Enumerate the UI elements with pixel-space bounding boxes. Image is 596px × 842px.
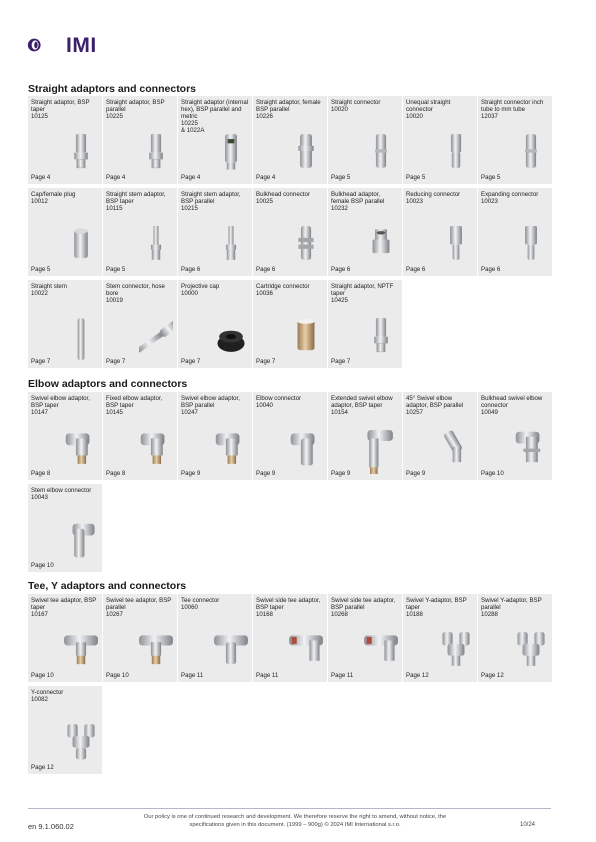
product-code: 10167 <box>31 611 48 618</box>
tee-adaptor-icon <box>64 632 98 676</box>
product-name: Y-connector <box>31 689 64 696</box>
product-code: 10268 <box>331 611 348 618</box>
product-name: Straight adaptor, BSP taper <box>31 99 90 113</box>
section-title-tee: Tee, Y adaptors and connectors <box>28 580 187 592</box>
page-reference[interactable]: Page 6 <box>406 266 426 273</box>
side-tee-icon <box>364 632 398 676</box>
reducing-connector-icon <box>514 226 548 270</box>
page-reference[interactable]: Page 10 <box>481 470 504 477</box>
elbow-adaptor-icon <box>139 430 173 474</box>
product-name: Stem elbow connector <box>31 487 92 494</box>
y-connector-icon <box>64 724 98 768</box>
page-reference[interactable]: Page 7 <box>181 358 201 365</box>
product-code: 10257 <box>406 409 423 416</box>
product-name: Unequal straight connector <box>406 99 451 113</box>
page-reference[interactable]: Page 4 <box>106 174 126 181</box>
product-card[interactable] <box>28 392 102 480</box>
product-card[interactable] <box>28 484 102 572</box>
product-card[interactable] <box>28 188 102 276</box>
reducing-connector-icon <box>439 226 473 270</box>
product-code: 10036 <box>256 290 273 297</box>
product-card[interactable] <box>328 188 402 276</box>
elbow-adaptor-icon <box>64 430 98 474</box>
page-reference[interactable]: Page 10 <box>106 672 129 679</box>
product-code: 10125 <box>31 113 48 120</box>
product-code: 10000 <box>181 290 198 297</box>
product-name: Stem connector, hose bore <box>106 283 165 297</box>
product-card[interactable] <box>403 96 477 184</box>
bulkhead-adaptor-icon <box>364 226 398 270</box>
page-reference[interactable]: Page 4 <box>31 174 51 181</box>
product-name: Reducing connector <box>406 191 461 198</box>
product-name: Cap/female plug <box>31 191 76 198</box>
internal-hex-adaptor-icon <box>214 134 248 178</box>
page-reference[interactable]: Page 4 <box>181 174 201 181</box>
product-name: 45° Swivel elbow adaptor, BSP parallel <box>406 395 464 409</box>
document-code: en 9.1.060.02 <box>28 822 74 831</box>
page-reference[interactable]: Page 6 <box>181 266 201 273</box>
product-card[interactable] <box>403 594 477 682</box>
product-name: Swivel elbow adaptor, BSP parallel <box>181 395 240 409</box>
product-card[interactable] <box>478 594 552 682</box>
product-code: 10020 <box>331 106 348 113</box>
product-card[interactable] <box>178 280 252 368</box>
product-code: 10060 <box>181 604 198 611</box>
page-reference[interactable]: Page 11 <box>331 672 354 679</box>
straight-adaptor-icon <box>364 318 398 362</box>
straight-adaptor-icon <box>139 134 173 178</box>
product-card[interactable] <box>253 188 327 276</box>
product-code: 12037 <box>481 113 498 120</box>
page-reference[interactable]: Page 8 <box>106 470 126 477</box>
product-card[interactable] <box>253 594 327 682</box>
product-card[interactable] <box>178 392 252 480</box>
product-card[interactable] <box>478 96 552 184</box>
product-card[interactable] <box>478 392 552 480</box>
section-title-elbow: Elbow adaptors and connectors <box>28 378 188 390</box>
straight-stem-icon <box>64 318 98 362</box>
product-name: Swivel Y-adaptor, BSP taper <box>406 597 467 611</box>
product-name: Straight adaptor, BSP parallel <box>106 99 165 113</box>
product-code: 10425 <box>331 297 348 304</box>
page-reference[interactable]: Page 4 <box>256 174 276 181</box>
bulkhead-connector-icon <box>289 226 323 270</box>
product-name: Swivel side tee adaptor, BSP parallel <box>331 597 396 611</box>
product-code: 10023 <box>406 198 423 205</box>
product-code: 10025 <box>256 198 273 205</box>
elbow-adaptor-icon <box>214 430 248 474</box>
product-name: Bulkhead swivel elbow connector <box>481 395 543 409</box>
tee-adaptor-icon <box>139 632 173 676</box>
page-reference[interactable]: Page 5 <box>31 266 51 273</box>
page-reference[interactable]: Page 12 <box>31 764 54 771</box>
product-code: 10022 <box>31 290 48 297</box>
unequal-connector-icon <box>439 134 473 178</box>
page-reference[interactable]: Page 11 <box>181 672 204 679</box>
page-reference[interactable]: Page 6 <box>481 266 501 273</box>
page-reference[interactable]: Page 5 <box>406 174 426 181</box>
product-code: 10225 <box>106 113 123 120</box>
product-card[interactable] <box>28 686 102 774</box>
elbow-connector-icon <box>289 430 323 474</box>
product-name: Elbow connector <box>256 395 302 402</box>
footer-date: 10/24 <box>520 822 536 828</box>
page-reference[interactable]: Page 5 <box>106 266 126 273</box>
product-name: Swivel elbow adaptor, BSP taper <box>31 395 90 409</box>
y-adaptor-icon <box>514 632 548 676</box>
product-name: Expanding connector <box>481 191 539 198</box>
y-adaptor-icon <box>439 632 473 676</box>
stem-adaptor-icon <box>214 226 248 270</box>
section-title-straight: Straight adaptors and connectors <box>28 83 197 95</box>
page-reference[interactable]: Page 7 <box>256 358 276 365</box>
page-reference[interactable]: Page 7 <box>31 358 51 365</box>
product-card[interactable] <box>28 96 102 184</box>
product-name: Straight connector inch tube to mm tube <box>481 99 544 113</box>
product-name: Swivel side tee adaptor, BSP taper <box>256 597 321 611</box>
product-code: 10023 <box>481 198 498 205</box>
product-card[interactable] <box>103 96 177 184</box>
product-code: 10040 <box>256 402 273 409</box>
stem-elbow-icon <box>64 522 98 566</box>
product-name: Bulkhead adaptor, female BSP parallel <box>331 191 385 205</box>
page-reference[interactable]: Page 5 <box>331 174 351 181</box>
hose-stem-icon <box>139 318 173 362</box>
cap-plug-icon <box>64 226 98 270</box>
cartridge-connector-icon <box>289 318 323 362</box>
product-name: Swivel tee adaptor, BSP parallel <box>106 597 172 611</box>
product-name: Straight stem adaptor, BSP parallel <box>181 191 241 205</box>
product-code: 10043 <box>31 494 48 501</box>
page-reference[interactable]: Page 9 <box>406 470 426 477</box>
product-card[interactable] <box>328 594 402 682</box>
product-code: 10115 <box>106 205 123 212</box>
product-name: Straight adaptor, NPTF taper <box>331 283 394 297</box>
product-code: 10082 <box>31 696 48 703</box>
straight-connector-icon <box>514 134 548 178</box>
product-name: Straight adaptor (internal hex), BSP parallel and metric <box>181 99 249 120</box>
page-reference[interactable]: Page 12 <box>406 672 429 679</box>
female-adaptor-icon <box>289 134 323 178</box>
product-card[interactable] <box>103 392 177 480</box>
product-name: Bulkhead connector <box>256 191 310 198</box>
product-code: 10226 <box>256 113 273 120</box>
product-name: Swivel Y-adaptor, BSP parallel <box>481 597 542 611</box>
page-reference[interactable]: Page 6 <box>331 266 351 273</box>
product-code: 10247 <box>181 409 198 416</box>
product-code: 10145 <box>106 409 123 416</box>
product-name: Straight adaptor, female BSP parallel <box>256 99 321 113</box>
page-reference[interactable]: Page 9 <box>256 470 276 477</box>
page-reference[interactable]: Page 7 <box>331 358 351 365</box>
extended-elbow-icon <box>364 430 398 474</box>
product-code: 10288 <box>481 611 498 618</box>
page-reference[interactable]: Page 7 <box>106 358 126 365</box>
product-card[interactable] <box>253 392 327 480</box>
product-name: Cartridge connector <box>256 283 310 290</box>
product-name: Swivel tee adaptor, BSP taper <box>31 597 97 611</box>
product-code: 10168 <box>256 611 273 618</box>
product-code: 10020 <box>406 113 423 120</box>
footer-divider <box>28 808 551 809</box>
page-reference[interactable]: Page 5 <box>481 174 501 181</box>
straight-connector-icon <box>364 134 398 178</box>
product-code: 10049 <box>481 409 498 416</box>
brand-name: IMI <box>66 34 97 57</box>
product-name: Straight stem <box>31 283 67 290</box>
product-code: 10267 <box>106 611 123 618</box>
product-code: 10019 <box>106 297 123 304</box>
bulkhead-elbow-icon <box>514 430 548 474</box>
product-name: Tee connector <box>181 597 220 604</box>
product-name: Straight connector <box>331 99 381 106</box>
elbow-45-icon <box>439 430 473 474</box>
product-card[interactable] <box>403 392 477 480</box>
imi-logo-icon <box>27 28 61 62</box>
product-card[interactable] <box>328 280 402 368</box>
product-card[interactable] <box>178 188 252 276</box>
page-reference[interactable]: Page 8 <box>31 470 51 477</box>
product-card[interactable] <box>178 594 252 682</box>
product-card[interactable] <box>328 392 402 480</box>
product-code: 10188 <box>406 611 423 618</box>
product-card[interactable] <box>103 188 177 276</box>
product-name: Extended swivel elbow adaptor, BSP taper 10154 <box>331 395 393 416</box>
page-reference[interactable]: Page 12 <box>481 672 504 679</box>
product-card[interactable] <box>328 96 402 184</box>
page-reference[interactable]: Page 9 <box>331 470 351 477</box>
page-reference[interactable]: Page 6 <box>256 266 276 273</box>
page-reference[interactable]: Page 10 <box>31 562 54 569</box>
product-card[interactable] <box>28 280 102 368</box>
product-code: 10147 <box>31 409 48 416</box>
tee-connector-icon <box>214 632 248 676</box>
page-reference[interactable]: Page 9 <box>181 470 201 477</box>
product-card[interactable] <box>253 96 327 184</box>
product-code: 10215 <box>181 205 198 212</box>
product-name: Straight stem adaptor, BSP taper <box>106 191 166 205</box>
straight-adaptor-icon <box>64 134 98 178</box>
footer-disclaimer: Our policy is one of continued research and development. We therefore reserve the right to amend, without notice, the specifications given in this document. (1999 – 900g) © 2024 IMI International s.r.o. <box>143 814 447 828</box>
product-card[interactable] <box>253 280 327 368</box>
page-reference[interactable]: Page 10 <box>31 672 54 679</box>
stem-adaptor-icon <box>139 226 173 270</box>
protective-cap-icon <box>214 318 248 362</box>
product-code: 10012 <box>31 198 48 205</box>
product-card[interactable] <box>28 594 102 682</box>
product-code: 10232 <box>331 205 348 212</box>
product-card[interactable] <box>178 96 252 184</box>
product-name: Projective cap <box>181 283 220 290</box>
product-card[interactable] <box>103 594 177 682</box>
product-code: 10225 & 1022A <box>181 120 205 134</box>
page-reference[interactable]: Page 11 <box>256 672 279 679</box>
product-card[interactable] <box>403 188 477 276</box>
product-name: Fixed elbow adaptor, BSP taper <box>106 395 163 409</box>
product-card[interactable] <box>478 188 552 276</box>
product-card[interactable] <box>103 280 177 368</box>
side-tee-icon <box>289 632 323 676</box>
